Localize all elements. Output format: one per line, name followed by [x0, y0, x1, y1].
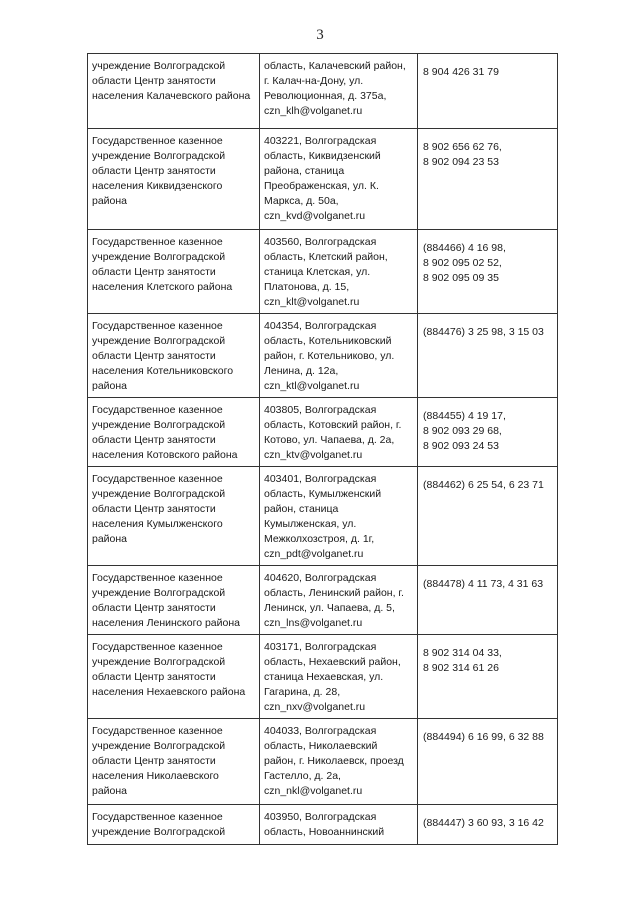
table-row — [88, 230, 558, 314]
phone-cell: (884447) 3 60 93, 3 16 42 — [418, 805, 558, 845]
employment-centers-table — [87, 53, 558, 845]
address-cell: 403560, Волгоградская область, Клетский район, станица Клетская, ул. Платонова, д. 15, czn_klt@volganet.ru — [260, 230, 418, 314]
table-row — [88, 129, 558, 230]
institution-name-cell: Государственное казенное учреждение Волгоградской области Центр занятости населения Киквидзенского района — [88, 129, 260, 230]
phone-cell: 8 902 656 62 76, 8 902 094 23 53 — [418, 129, 558, 230]
table-row — [88, 635, 558, 719]
address-cell: 403805, Волгоградская область, Котовский район, г. Котово, ул. Чапаева, д. 2а, czn_ktv@volganet.ru — [260, 398, 418, 467]
phone-cell: (884478) 4 11 73, 4 31 63 — [418, 566, 558, 635]
institution-name-cell: Государственное казенное учреждение Волгоградской области Центр занятости населения Котовского района — [88, 398, 260, 467]
phone-cell: 8 904 426 31 79 — [418, 54, 558, 129]
phone-cell: (884455) 4 19 17, 8 902 093 29 68, 8 902 093 24 53 — [418, 398, 558, 467]
table-row — [88, 566, 558, 635]
institution-name-cell: Государственное казенное учреждение Волгоградской области Центр занятости населения Котельниковского района — [88, 314, 260, 398]
phone-cell: 8 902 314 04 33, 8 902 314 61 26 — [418, 635, 558, 719]
institution-name-cell: Государственное казенное учреждение Волгоградской области Центр занятости населения Николаевского района — [88, 719, 260, 805]
address-cell: область, Калачевский район, г. Калач-на-Дону, ул. Революционная, д. 375а, czn_klh@volganet.ru — [260, 54, 418, 129]
table-row — [88, 314, 558, 398]
address-cell: 403950, Волгоградская область, Новоаннинский — [260, 805, 418, 845]
phone-cell: (884476) 3 25 98, 3 15 03 — [418, 314, 558, 398]
page-number: 3 — [316, 27, 324, 43]
address-cell: 403221, Волгоградская область, Киквидзенский района, станица Преображенская, ул. К. Маркса, д. 50а, czn_kvd@volganet.ru — [260, 129, 418, 230]
address-cell: 404354, Волгоградская область, Котельниковский район, г. Котельниково, ул. Ленина, д. 12а, czn_ktl@volganet.ru — [260, 314, 418, 398]
table-row — [88, 54, 558, 129]
table-row — [88, 467, 558, 566]
institution-name-cell: Государственное казенное учреждение Волгоградской области Центр занятости населения Ленинского района — [88, 566, 260, 635]
phone-cell: (884466) 4 16 98, 8 902 095 02 52, 8 902 095 09 35 — [418, 230, 558, 314]
phone-cell: (884494) 6 16 99, 6 32 88 — [418, 719, 558, 805]
address-cell: 404033, Волгоградская область, Николаевский район, г. Николаевск, проезд Гастелло, д. 2а, czn_nkl@volganet.ru — [260, 719, 418, 805]
institution-name-cell: Государственное казенное учреждение Волгоградской области Центр занятости населения Кумылженского района — [88, 467, 260, 566]
institution-name-cell: Государственное казенное учреждение Волгоградской — [88, 805, 260, 845]
table-row — [88, 719, 558, 805]
institution-name-cell: учреждение Волгоградской области Центр занятости населения Калачевского района — [88, 54, 260, 129]
address-cell: 403171, Волгоградская область, Нехаевский район, станица Нехаевская, ул. Гагарина, д. 28, czn_nxv@volganet.ru — [260, 635, 418, 719]
institution-name-cell: Государственное казенное учреждение Волгоградской области Центр занятости населения Нехаевского района — [88, 635, 260, 719]
table-row — [88, 398, 558, 467]
institution-name-cell: Государственное казенное учреждение Волгоградской области Центр занятости населения Клетского района — [88, 230, 260, 314]
phone-cell: (884462) 6 25 54, 6 23 71 — [418, 467, 558, 566]
address-cell: 404620, Волгоградская область, Ленинский район, г. Ленинск, ул. Чапаева, д. 5, czn_lns@volganet.ru — [260, 566, 418, 635]
address-cell: 403401, Волгоградская область, Кумылженский район, станица Кумылженская, ул. Межколхозстроя, д. 1г, czn_pdt@volganet.ru — [260, 467, 418, 566]
table-row — [88, 805, 558, 845]
